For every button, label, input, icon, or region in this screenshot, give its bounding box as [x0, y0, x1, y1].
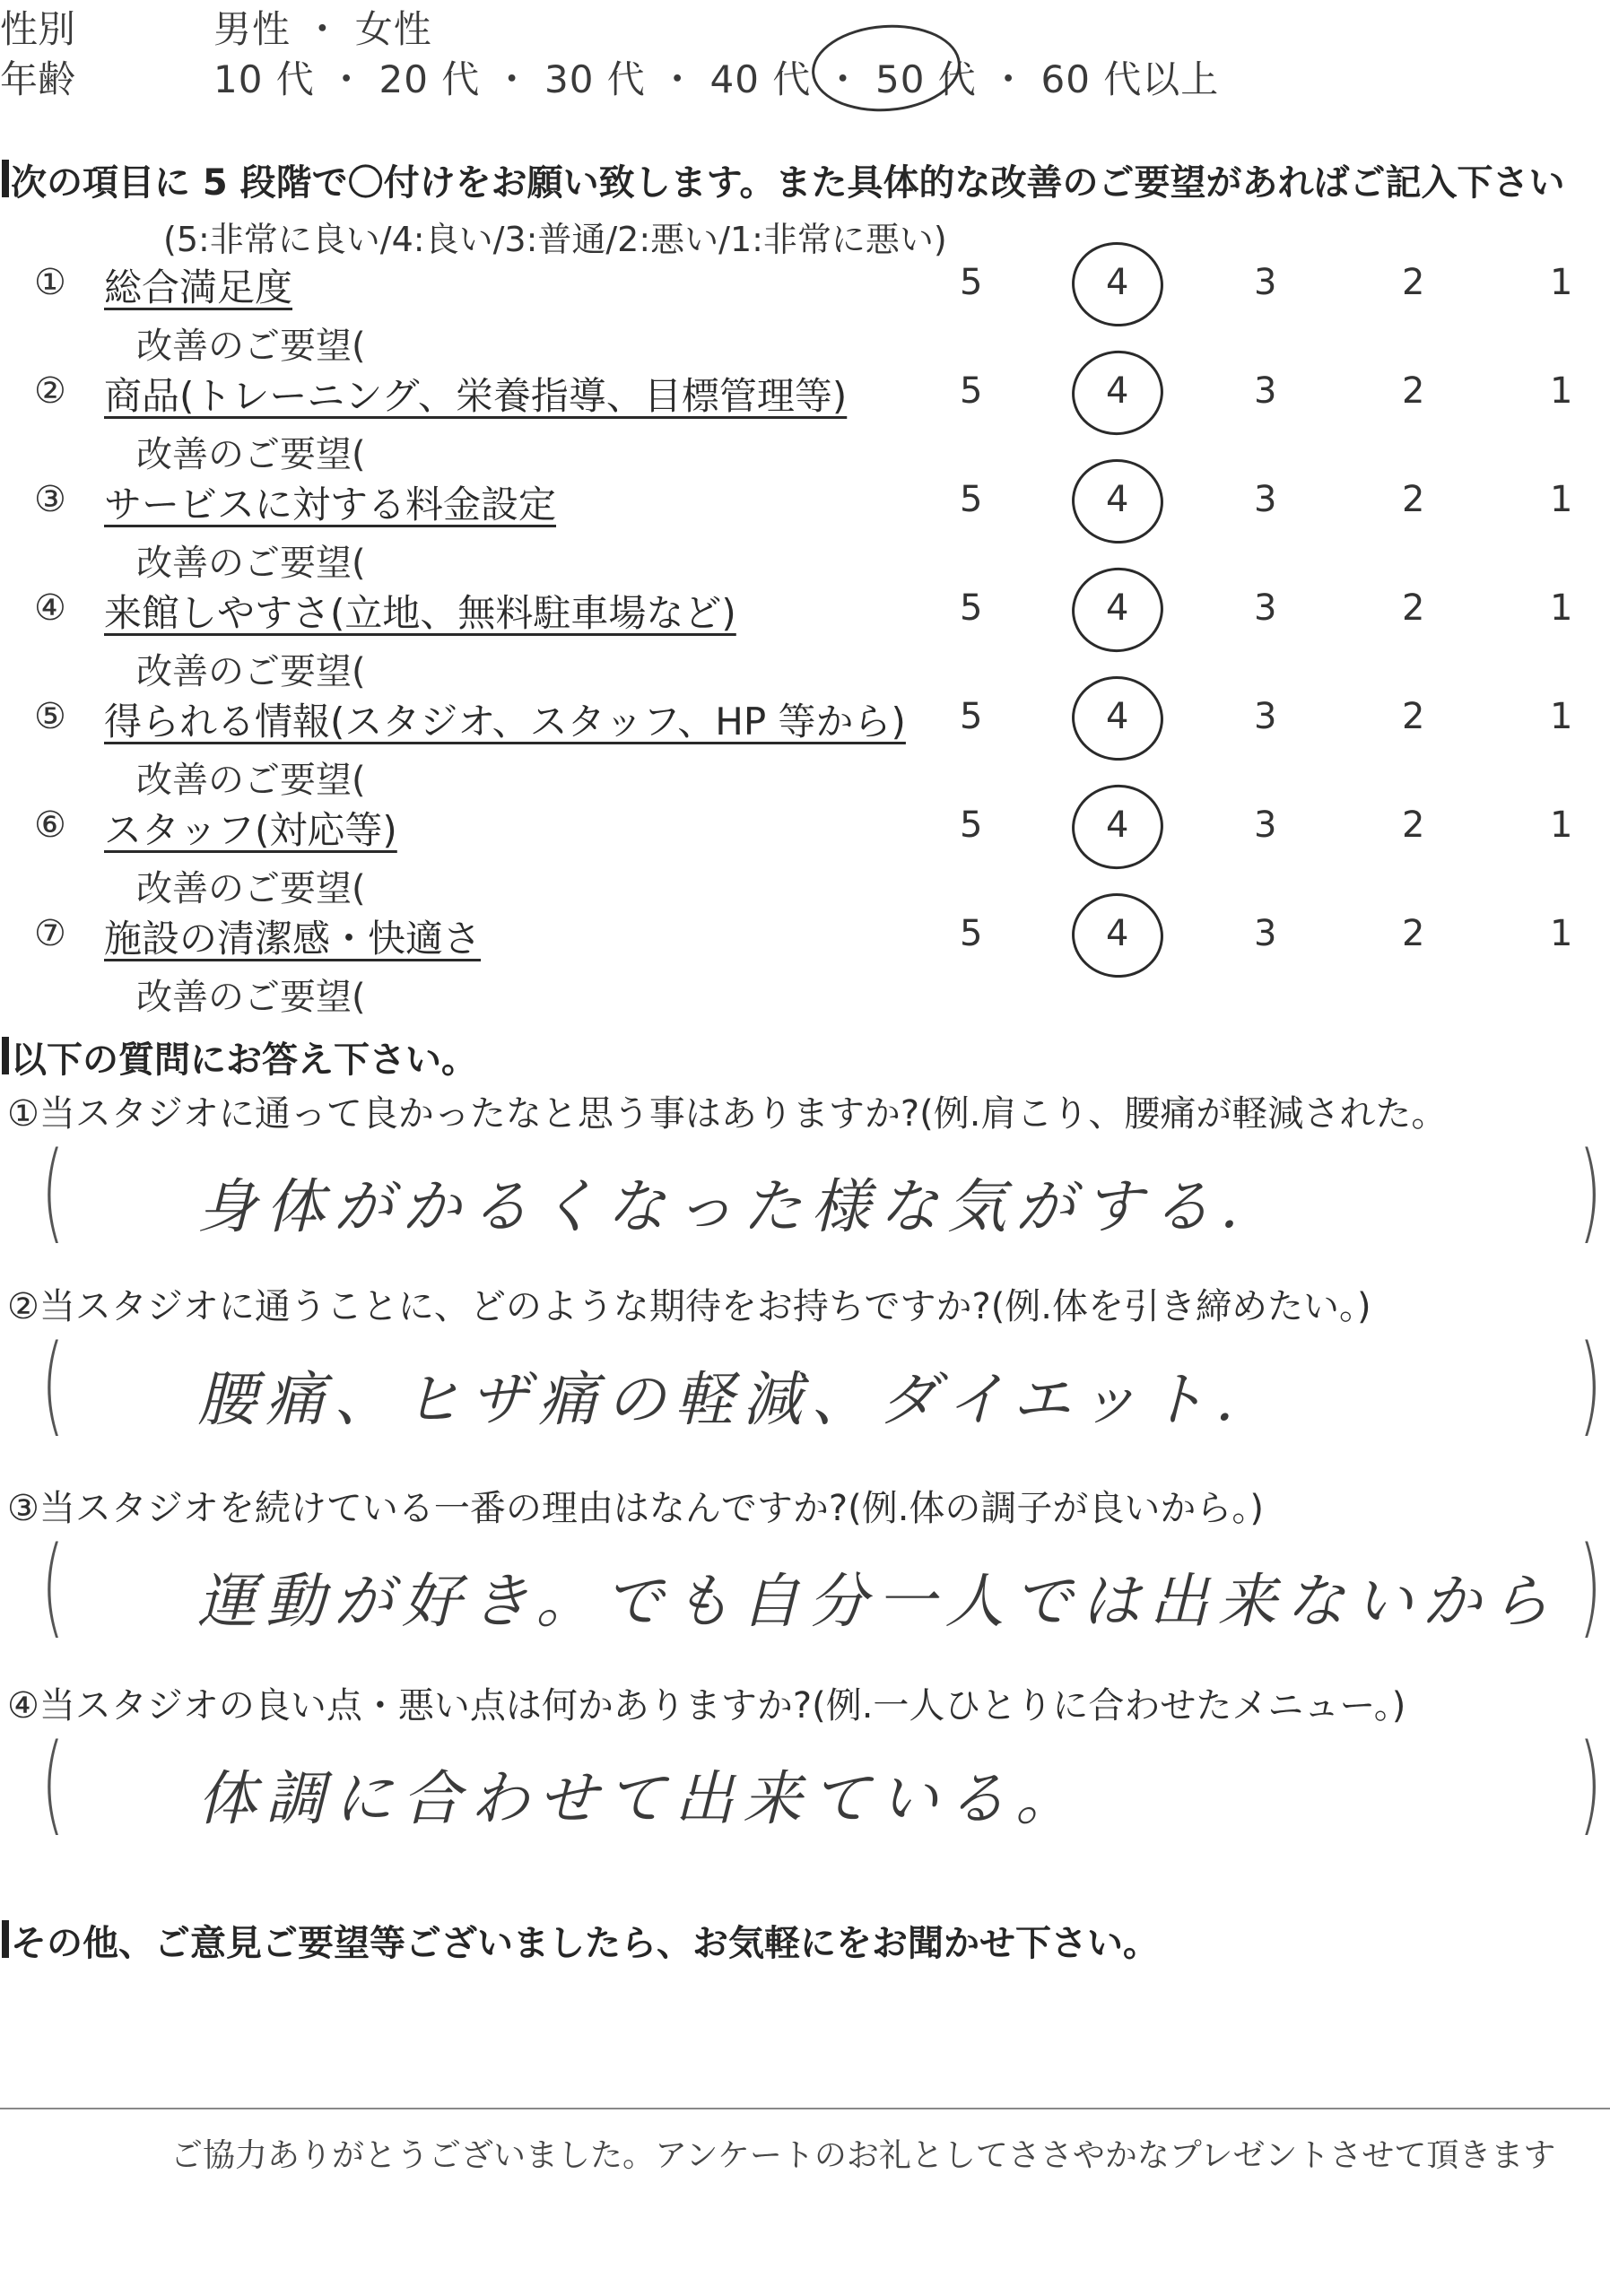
rating-option-1[interactable]: 1: [1550, 479, 1573, 520]
questions-heading: 以下の質問にお答え下さい。: [11, 1031, 477, 1083]
rating-option-3[interactable]: 3: [1254, 262, 1277, 303]
rating-option-4[interactable]: 4: [1106, 587, 1129, 629]
rating-option-4[interactable]: 4: [1106, 696, 1129, 737]
item-number: ④: [34, 587, 66, 629]
rating-option-2[interactable]: 2: [1402, 913, 1425, 954]
handwritten-answer: 運動が好き。でも自分一人では出来ないから: [197, 1567, 1559, 1636]
rating-option-5[interactable]: 5: [960, 262, 983, 303]
item-number: ⑦: [34, 913, 66, 954]
rating-option-3[interactable]: 3: [1254, 913, 1277, 954]
rating-option-4[interactable]: 4: [1106, 370, 1129, 412]
rating-option-5[interactable]: 5: [960, 696, 983, 737]
answer-close-paren: ): [1579, 1323, 1602, 1448]
rating-option-2[interactable]: 2: [1402, 804, 1425, 846]
rating-option-5[interactable]: 5: [960, 804, 983, 846]
rating-option-3[interactable]: 3: [1254, 696, 1277, 737]
ratings-heading: 次の項目に 5 段階で〇付けをお願い致します。また具体的な改善のご要望があればご記入下さい: [11, 154, 1564, 205]
improvement-request-label: 改善のご要望(: [136, 868, 366, 909]
item-number: ⑥: [34, 804, 66, 846]
rating-option-4[interactable]: 4: [1106, 913, 1129, 954]
selected-rating-circle: [1066, 344, 1169, 440]
footer-divider: [0, 2108, 1610, 2109]
answer-open-paren: (: [41, 1525, 65, 1649]
improvement-request-label: 改善のご要望(: [136, 434, 366, 475]
question-text: ②当スタジオに通うことに、どのような期待をお持ちですか?(例.体を引き締めたい。): [7, 1286, 1371, 1327]
selected-rating-circle: [1067, 238, 1167, 331]
rating-option-3[interactable]: 3: [1254, 479, 1277, 520]
answer-close-paren: ): [1579, 1130, 1602, 1255]
rating-option-4[interactable]: 4: [1106, 262, 1129, 303]
age-options: 10 代 ・ 20 代 ・ 30 代 ・ 40 代 ・ 50 代 ・ 60 代以上: [213, 57, 1220, 101]
rating-option-5[interactable]: 5: [960, 370, 983, 412]
item-number: ②: [34, 370, 66, 412]
rating-option-2[interactable]: 2: [1402, 262, 1425, 303]
selected-rating-circle: [1067, 455, 1167, 548]
item-title: 施設の清潔感・快適さ: [104, 917, 482, 961]
answer-close-paren: ): [1579, 1525, 1602, 1649]
answer-close-paren: ): [1579, 1722, 1602, 1847]
item-number: ③: [34, 479, 66, 520]
gender-options: 男性 ・ 女性: [213, 7, 432, 51]
question-text: ①当スタジオに通って良かったなと思う事はありますか?(例.肩こり、腰痛が軽減された。: [7, 1093, 1448, 1135]
rating-option-1[interactable]: 1: [1550, 696, 1573, 737]
rating-option-3[interactable]: 3: [1254, 587, 1277, 629]
answer-open-paren: (: [41, 1722, 65, 1847]
rating-option-2[interactable]: 2: [1402, 587, 1425, 629]
item-title: 商品(トレーニング、栄養指導、目標管理等): [104, 374, 848, 418]
age-label: 年齢: [0, 57, 76, 101]
selected-rating-circle: [1067, 672, 1167, 765]
improvement-request-label: 改善のご要望(: [136, 326, 366, 367]
item-title: 得られる情報(スタジオ、スタッフ、HP 等から): [104, 700, 906, 744]
answer-open-paren: (: [41, 1323, 65, 1448]
improvement-request-label: 改善のご要望(: [136, 543, 366, 584]
handwritten-answer: 体調に合わせて出来ている。: [197, 1764, 1083, 1833]
other-heading: その他、ご意見ご要望等ございましたら、お気軽にをお聞かせ下さい。: [11, 1915, 1159, 1966]
rating-option-2[interactable]: 2: [1402, 696, 1425, 737]
rating-option-3[interactable]: 3: [1254, 804, 1277, 846]
question-text: ③当スタジオを続けている一番の理由はなんですか?(例.体の調子が良いから。): [7, 1488, 1265, 1529]
rating-option-1[interactable]: 1: [1550, 370, 1573, 412]
rating-option-5[interactable]: 5: [960, 587, 983, 629]
rating-option-1[interactable]: 1: [1550, 262, 1573, 303]
gender-label: 性別: [0, 7, 76, 51]
footer-text: ご協力ありがとうございました。アンケートのお礼としてささやかなプレゼントさせて頂きます: [170, 2137, 1556, 2174]
selected-rating-circle: [1066, 778, 1169, 874]
item-number: ⑤: [34, 696, 66, 737]
improvement-request-label: 改善のご要望(: [136, 651, 366, 692]
rating-option-3[interactable]: 3: [1254, 370, 1277, 412]
item-title: 総合満足度: [104, 265, 293, 309]
question-text: ④当スタジオの良い点・悪い点は何かありますか?(例.一人ひとりに合わせたメニュー。): [7, 1685, 1406, 1726]
item-number: ①: [34, 262, 66, 303]
rating-option-4[interactable]: 4: [1106, 479, 1129, 520]
rating-option-2[interactable]: 2: [1402, 370, 1425, 412]
rating-option-2[interactable]: 2: [1402, 479, 1425, 520]
answer-open-paren: (: [41, 1130, 65, 1255]
improvement-request-label: 改善のご要望(: [136, 760, 366, 801]
handwritten-answer: 身体がかるくなった様な気がする.: [197, 1172, 1248, 1241]
rating-option-5[interactable]: 5: [960, 913, 983, 954]
rating-option-1[interactable]: 1: [1550, 804, 1573, 846]
handwritten-answer: 腰痛、ヒザ痛の軽減、ダイエット.: [197, 1365, 1243, 1434]
selected-rating-circle: [1066, 561, 1169, 657]
item-title: スタッフ(対応等): [104, 808, 397, 852]
scale-note: (5:非常に良い/4:良い/3:普通/2:悪い/1:非常に悪い): [163, 220, 947, 259]
rating-option-1[interactable]: 1: [1550, 587, 1573, 629]
rating-option-1[interactable]: 1: [1550, 913, 1573, 954]
rating-option-5[interactable]: 5: [960, 479, 983, 520]
selected-rating-circle: [1067, 889, 1167, 982]
rating-option-4[interactable]: 4: [1106, 804, 1129, 846]
improvement-request-label: 改善のご要望(: [136, 977, 366, 1018]
item-title: サービスに対する料金設定: [104, 483, 557, 526]
item-title: 来館しやすさ(立地、無料駐車場など): [104, 591, 736, 635]
